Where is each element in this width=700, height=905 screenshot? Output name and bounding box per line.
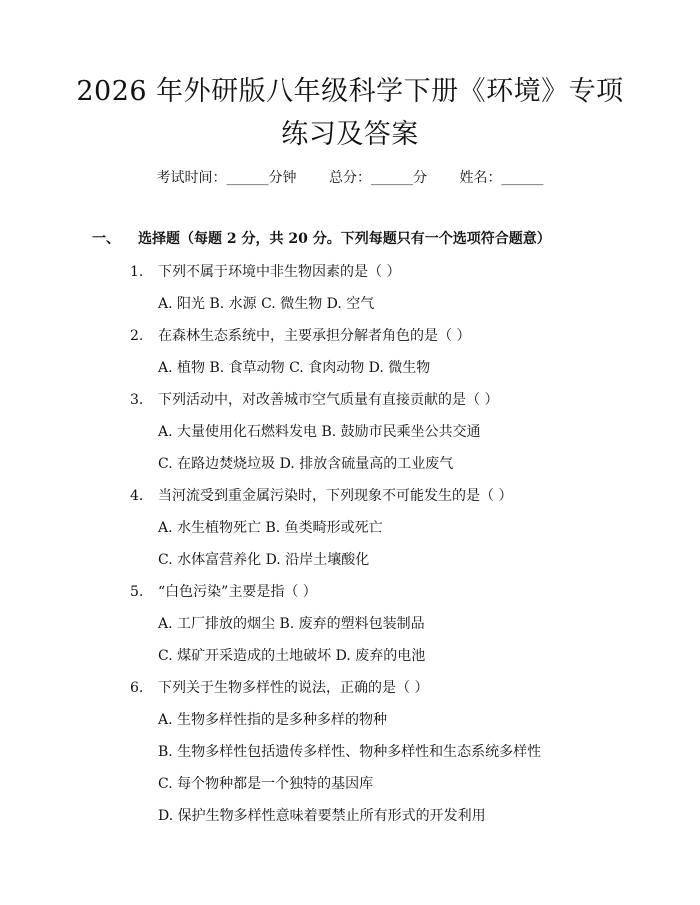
question-text: 下列关于生物多样性的说法，正确的是（ ） <box>158 680 429 696</box>
question-6-option-b: B. 生物多样性包括遗传多样性、物种多样性和生态系统多样性 <box>158 744 542 760</box>
document-title <box>60 70 640 156</box>
section-heading-text: 选择题（每题 2 分，共 20 分。下列每题只有一个选项符合题意） <box>138 231 551 247</box>
question-number: 1. <box>130 264 144 280</box>
question-text: 下列活动中，对改善城市空气质量有直接贡献的是（ ） <box>158 392 499 408</box>
question-text: 下列不属于环境中非生物因素的是（ ） <box>158 264 401 280</box>
question-5 <box>130 582 317 602</box>
question-1-options: A. 阳光 B. 水源 C. 微生物 D. 空气 <box>158 296 375 312</box>
question-number: 3. <box>130 392 144 408</box>
question-text: 在森林生态系统中，主要承担分解者角色的是（ ） <box>158 328 471 344</box>
section-heading <box>92 229 551 249</box>
student-name-field: 姓名：______ <box>459 170 544 186</box>
question-6-option-c: C. 每个物种都是一个独特的基因库 <box>158 776 374 792</box>
title-line-1: 2026 年外研版八年级科学下册《环境》专项 <box>76 76 624 107</box>
question-3-options-cd: C. 在路边焚烧垃圾 D. 排放含硫量高的工业废气 <box>158 456 454 472</box>
exam-time-field: 考试时间：______分钟 <box>156 170 297 186</box>
exam-meta-line <box>0 168 700 188</box>
question-4-options-ab: A. 水生植物死亡 B. 鱼类畸形或死亡 <box>158 520 383 536</box>
question-number: 2. <box>130 328 144 344</box>
total-score-field: 总分：______分 <box>329 170 427 186</box>
question-number: 4. <box>130 488 144 504</box>
question-6-option-a: A. 生物多样性指的是多种多样的物种 <box>158 712 388 728</box>
question-3 <box>130 390 498 410</box>
question-6 <box>130 678 428 698</box>
question-4-options-cd: C. 水体富营养化 D. 沿岸土壤酸化 <box>158 552 370 568</box>
question-6-option-d: D. 保护生物多样性意味着要禁止所有形式的开发利用 <box>158 808 486 824</box>
question-3-options-ab: A. 大量使用化石燃料发电 B. 鼓励市民乘坐公共交通 <box>158 424 481 440</box>
question-text: “白色污染”主要是指（ ） <box>158 584 317 600</box>
question-2-options: A. 植物 B. 食草动物 C. 食肉动物 D. 微生物 <box>158 360 431 376</box>
title-line-2: 练习及答案 <box>281 119 419 150</box>
question-number: 5. <box>130 584 144 600</box>
question-text: 当河流受到重金属污染时，下列现象不可能发生的是（ ） <box>158 488 513 504</box>
question-1 <box>130 262 400 282</box>
question-5-options-ab: A. 工厂排放的烟尘 B. 废弃的塑料包装制品 <box>158 616 425 632</box>
question-2 <box>130 326 470 346</box>
section-number: 一、 <box>92 231 120 247</box>
question-number: 6. <box>130 680 144 696</box>
question-5-options-cd: C. 煤矿开采造成的土地破坏 D. 废弃的电池 <box>158 648 426 664</box>
question-4 <box>130 486 512 506</box>
